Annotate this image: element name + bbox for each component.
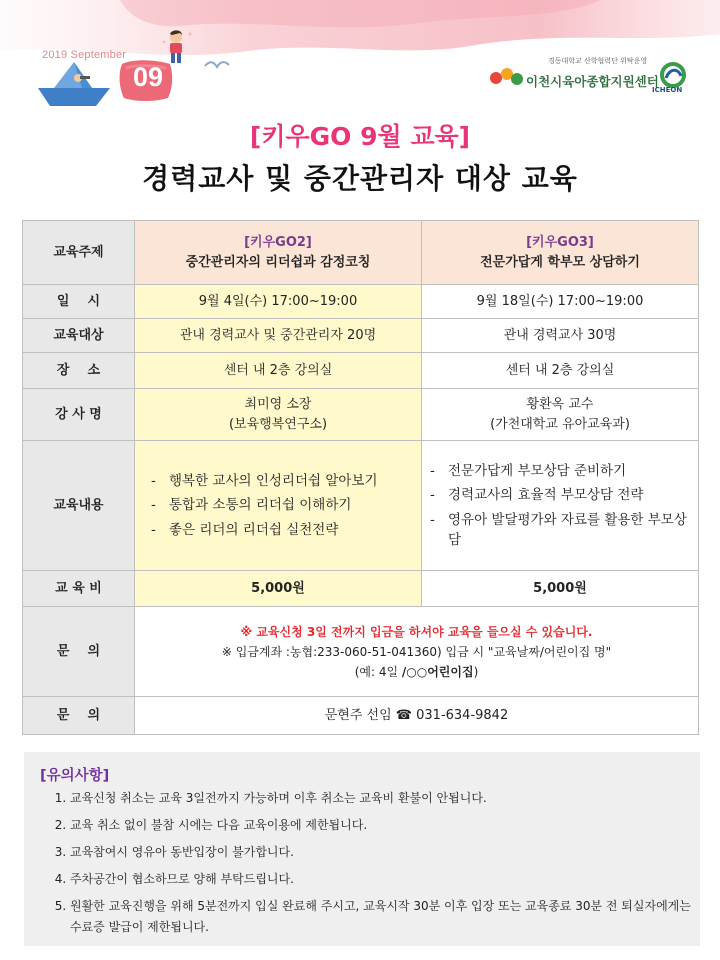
lecturer-col1 bbox=[135, 389, 422, 441]
topic-col1-title: 중간관리자의 리더쉽과 감정코칭 bbox=[185, 254, 371, 270]
list-item: - 영유아 발달평가와 자료를 활용한 부모상담 bbox=[430, 510, 698, 551]
list-item: 4. 주차공간이 협소하므로 양해 부탁드립니다. bbox=[70, 869, 702, 890]
contact-info: 문현주 선임 ☎ 031-634-9842 bbox=[135, 697, 699, 735]
year-label: 2019 September bbox=[42, 49, 127, 61]
education-table bbox=[22, 220, 699, 735]
date-col1: 9월 4일(수) 17:00~19:00 bbox=[135, 285, 422, 319]
month-number: 09 bbox=[132, 62, 164, 92]
list-item: 2. 교육 취소 없이 불참 시에는 다음 교육이용에 제한됩니다. bbox=[70, 815, 702, 836]
fee-col1: 5,000원 bbox=[135, 571, 422, 607]
table-row bbox=[23, 285, 699, 319]
list-item: - 통합과 소통의 리더쉽 이해하기 bbox=[151, 495, 421, 515]
notes-box bbox=[24, 752, 700, 946]
list-item: - 행복한 교사의 인성리더쉽 알아보기 bbox=[151, 471, 421, 491]
notes-list bbox=[50, 788, 702, 944]
content-col1-list bbox=[135, 471, 421, 540]
topic-col1-code: [키우GO2] bbox=[244, 235, 312, 250]
lecturer-col1-name: 최미영 소장 bbox=[244, 397, 312, 412]
lecturer-col2-name: 황환옥 교수 bbox=[526, 397, 594, 412]
table-row bbox=[23, 607, 699, 697]
row-label-contact: 문 의 bbox=[23, 697, 135, 735]
payment-account: ※ 입금계좌 :농협:233-060-51-041360) 입금 시 "교육날짜/어린이집 명" bbox=[221, 644, 612, 659]
content-col2 bbox=[422, 441, 699, 571]
list-item: 1. 교육신청 취소는 교육 3일전까지 가능하며 이후 취소는 교육비 환불이 안됩니다. bbox=[70, 788, 702, 809]
center-logo bbox=[488, 56, 698, 96]
table-row bbox=[23, 441, 699, 571]
lecturer-col1-org: (보육행복연구소) bbox=[228, 416, 328, 432]
seagull-icon bbox=[204, 58, 230, 72]
table-row bbox=[23, 353, 699, 389]
payment-example-prefix: (예: 4일 bbox=[354, 664, 402, 679]
list-item: 5. 원활한 교육진행을 위해 5분전까지 입실 완료해 주시고, 교육시작 30분 이후 입장 또는 교육종료 30분 전 퇴실자에게는 수료증 발급이 제한됩니다. bbox=[70, 896, 702, 938]
topic-col2-code: [키우GO3] bbox=[526, 235, 594, 250]
list-item: - 좋은 리더의 리더쉽 실천전략 bbox=[151, 520, 421, 540]
logo-caption: 경동대학교 산학협력단 위탁운영 bbox=[548, 57, 648, 65]
payment-example bbox=[135, 663, 698, 681]
list-item: 3. 교육참여시 영유아 동반입장이 불가합니다. bbox=[70, 842, 702, 863]
payment-example-suffix: ) bbox=[473, 664, 479, 679]
place-col1: 센터 내 2층 강의실 bbox=[135, 353, 422, 389]
target-col2: 관내 경력교사 30명 bbox=[422, 319, 699, 353]
place-col2: 센터 내 2층 강의실 bbox=[422, 353, 699, 389]
list-item: - 전문가답게 부모상담 준비하기 bbox=[430, 461, 698, 481]
page-title: [키우GO 9월 교육] bbox=[249, 122, 471, 151]
date-col2: 9월 18일(수) 17:00~19:00 bbox=[422, 285, 699, 319]
content-col2-list bbox=[422, 461, 698, 550]
row-label-inquiry: 문 의 bbox=[23, 607, 135, 697]
page-subtitle: 경력교사 및 중간관리자 대상 교육 bbox=[142, 162, 578, 195]
row-label-date: 일 시 bbox=[23, 285, 135, 319]
row-label-content: 교육내용 bbox=[23, 441, 135, 571]
table-row bbox=[23, 697, 699, 735]
child-illustration-icon bbox=[160, 28, 196, 66]
center-emblem-icon bbox=[488, 64, 528, 92]
row-label-fee: 교 육 비 bbox=[23, 571, 135, 607]
payment-example-bold: /○○어린이집 bbox=[401, 664, 474, 679]
row-label-place: 장 소 bbox=[23, 353, 135, 389]
row-label-lecturer: 강 사 명 bbox=[23, 389, 135, 441]
header-banner bbox=[0, 0, 720, 110]
center-name: 이천시육아종합지원센터 bbox=[526, 74, 659, 89]
topic-col2 bbox=[422, 221, 699, 285]
target-col1: 관내 경력교사 및 중간관리자 20명 bbox=[135, 319, 422, 353]
topic-col1 bbox=[135, 221, 422, 285]
payment-notice: ※ 교육신청 3일 전까지 입금을 하셔야 교육을 들으실 수 있습니다. bbox=[240, 624, 593, 639]
notes-title: [유의사항] bbox=[40, 768, 110, 784]
payment-info bbox=[135, 607, 699, 697]
table-row bbox=[23, 221, 699, 285]
fee-col2: 5,000원 bbox=[422, 571, 699, 607]
row-label-target: 교육대상 bbox=[23, 319, 135, 353]
content-col1 bbox=[135, 441, 422, 571]
city-name: ICHEON bbox=[652, 86, 683, 94]
row-label-topic: 교육주제 bbox=[23, 221, 135, 285]
paper-boat-icon bbox=[34, 58, 114, 110]
table-row bbox=[23, 389, 699, 441]
lecturer-col2-org: (가천대학교 유아교육과) bbox=[490, 416, 630, 432]
topic-col2-title: 전문가답게 학부모 상담하기 bbox=[480, 254, 640, 270]
table-row bbox=[23, 571, 699, 607]
list-item: - 경력교사의 효율적 부모상담 전략 bbox=[430, 485, 698, 505]
table-row bbox=[23, 319, 699, 353]
lecturer-col2 bbox=[422, 389, 699, 441]
